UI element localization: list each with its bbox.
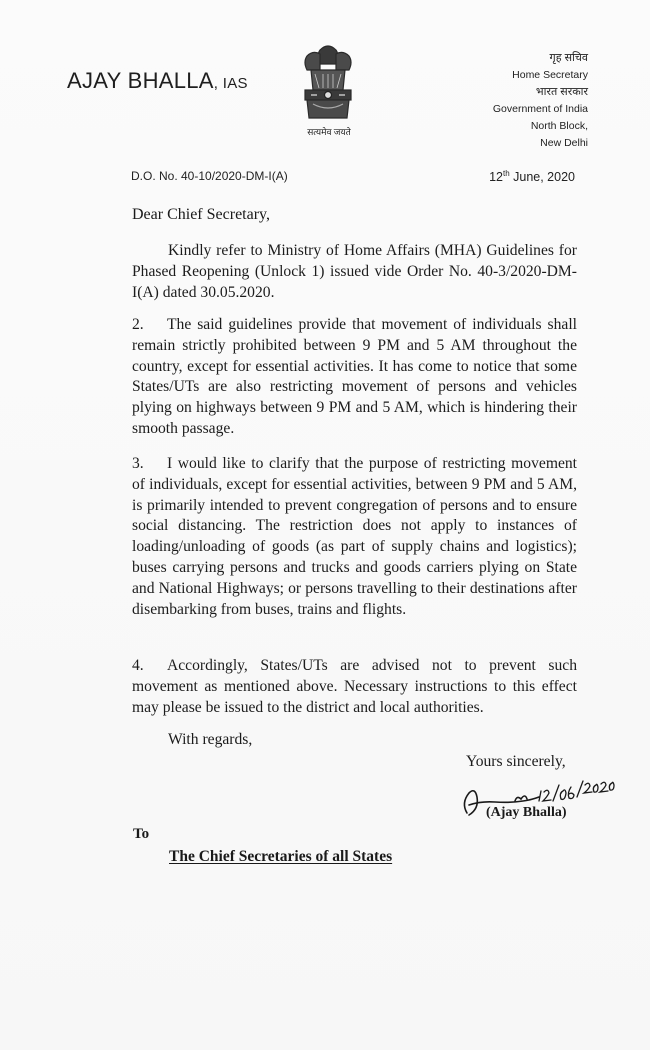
- officer-service: , IAS: [213, 75, 248, 92]
- paragraph-4-text: Accordingly, States/UTs are advised not to prevent such movement as mentioned above. Necessary instructions to this effect may please be issued to the district and local authorities.: [132, 657, 577, 716]
- letter-date: [489, 169, 575, 184]
- emblem-motto: सत्यमेव जयते: [307, 127, 351, 137]
- recipient: The Chief Secretaries of all States: [169, 848, 393, 865]
- paragraph-2-number: 2.: [132, 316, 144, 333]
- paragraph-1: [132, 241, 577, 303]
- address-line-2: New Delhi: [540, 137, 588, 149]
- paragraph-2-text: The said guidelines provide that movement of individuals shall remain strictly prohibited between 9 PM and 5 AM throughout the country, except for essential activities. It has come to notice that some States/UTs are also restricting movement of persons and vehicles plying on highways between 9 PM and 5 AM, which is hindering their smooth passage.: [132, 316, 577, 437]
- salutation: Dear Chief Secretary,: [132, 206, 270, 223]
- office-address-block: [458, 50, 588, 152]
- paragraph-3-number: 3.: [132, 455, 144, 472]
- date-month-year: June, 2020: [509, 170, 575, 185]
- paragraph-3-text: I would like to clarify that the purpose of restricting movement of individuals, except for essential activities, between 9 PM and 5 AM, is primarily intended to prevent congregation of persons and to ensure social distancing. The restriction does not apply to instances of loading/unloading of goods (as part of supply chains and logistics); buses carrying persons and trucks and goods carriers plying on State and National Highways; or persons travelling to their destinations after disembarking from buses, trains and flights.: [132, 455, 577, 618]
- paragraph-4: [132, 656, 577, 718]
- officer-name: [67, 68, 248, 94]
- government-english: Government of India: [492, 103, 588, 115]
- designation-hindi: गृह सचिव: [549, 52, 588, 64]
- officer-name-text: AJAY BHALLA: [67, 68, 214, 93]
- paragraph-2: [132, 315, 577, 440]
- date-day: 12: [489, 170, 503, 185]
- to-label: To: [133, 826, 150, 842]
- paragraph-3: [132, 454, 577, 620]
- closing: Yours sincerely,: [466, 753, 566, 770]
- date-suffix: th: [502, 169, 510, 178]
- government-hindi: भारत सरकार: [535, 86, 588, 98]
- paragraph-4-number: 4.: [132, 657, 144, 674]
- address-line-1: North Block,: [530, 120, 588, 132]
- do-number: D.O. No. 40-10/2020-DM-I(A): [131, 169, 288, 183]
- designation-english: Home Secretary: [512, 69, 588, 81]
- signer-name: (Ajay Bhalla): [486, 805, 567, 820]
- regards: With regards,: [168, 731, 253, 748]
- paragraph-1-text: Kindly refer to Ministry of Home Affairs (MHA) Guidelines for Phased Reopening (Unlock 1) issued vide Order No. 40-3/2020-DM-I(A) dated 30.05.2020.: [132, 242, 577, 301]
